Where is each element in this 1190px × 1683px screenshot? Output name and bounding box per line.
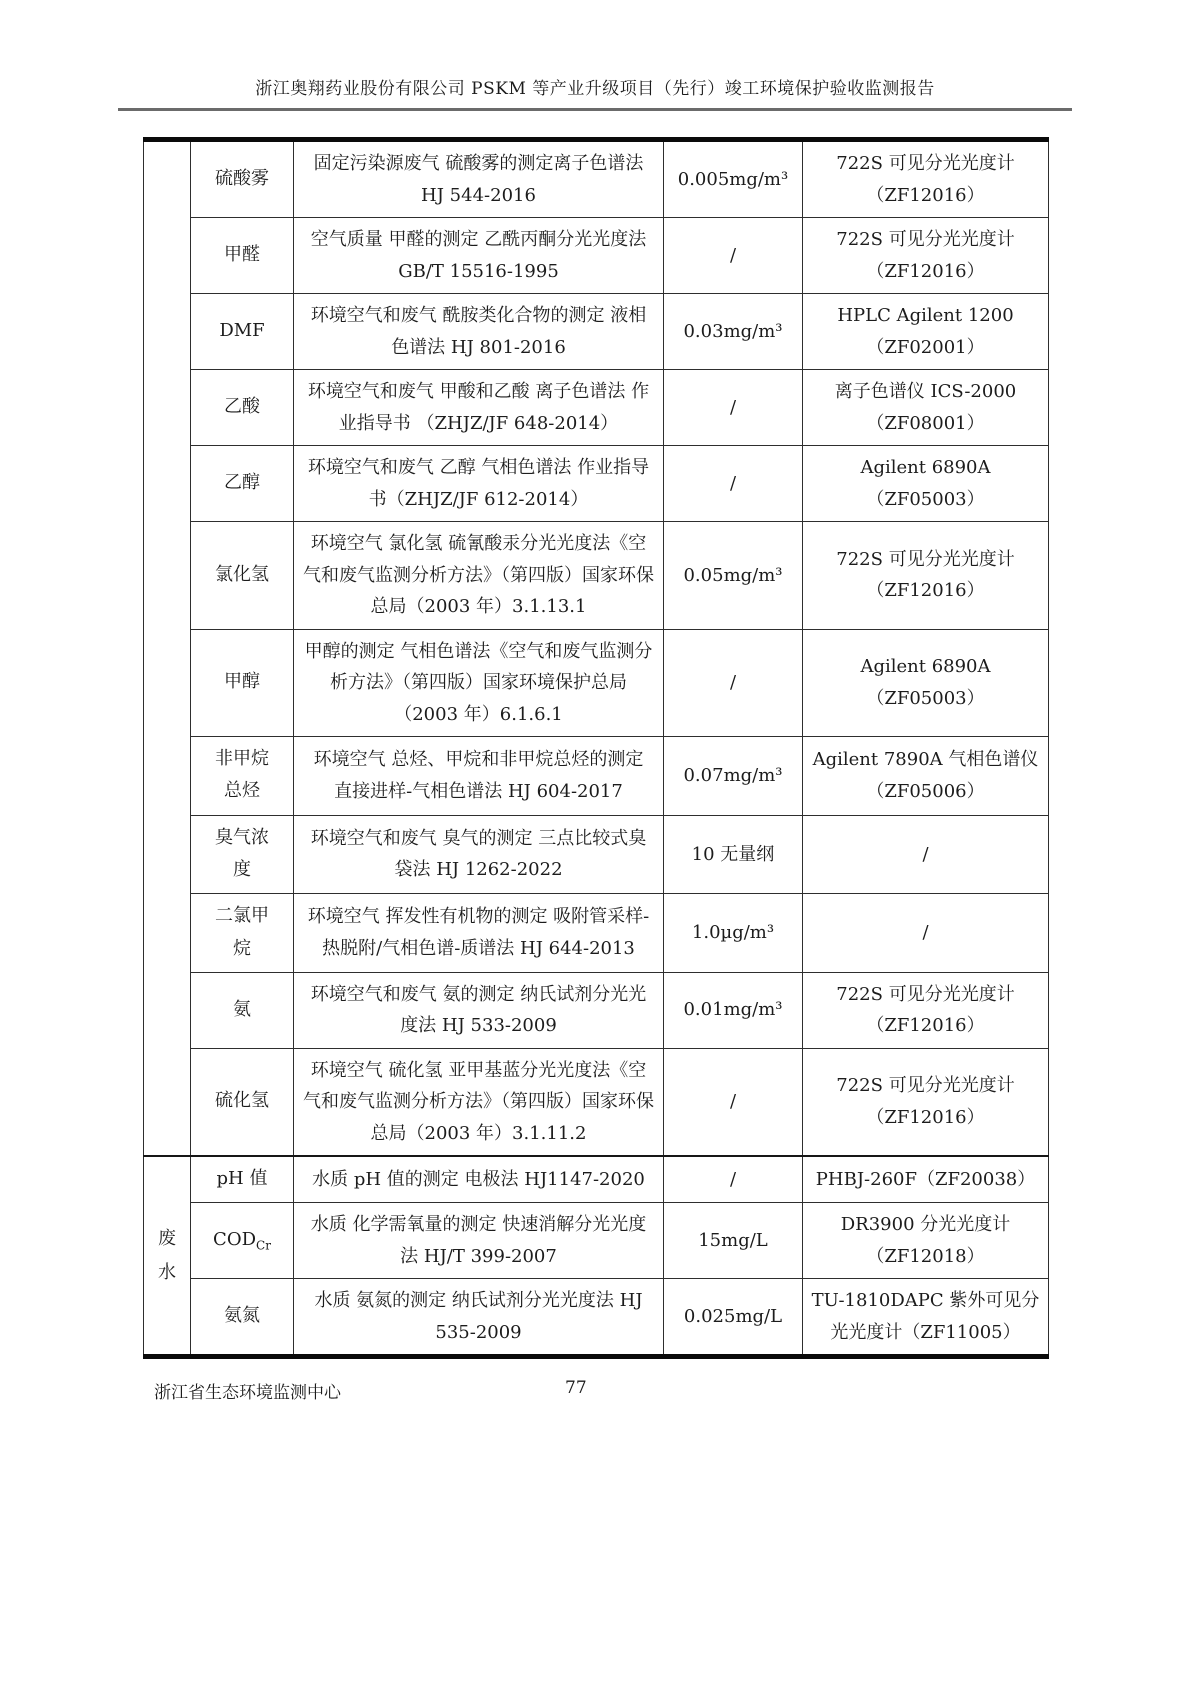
method-cell: 固定污染源废气 硫酸雾的测定离子色谱法 HJ 544-2016 [294,140,664,218]
instrument-cell: 722S 可见分光光度计（ZF12016） [803,1048,1049,1156]
limit-cell: / [664,1156,803,1203]
method-cell: 环境空气 挥发性有机物的测定 吸附管采样-热脱附/气相色谱-质谱法 HJ 644-2013 [294,894,664,973]
instrument-cell: 722S 可见分光光度计（ZF12016） [803,218,1049,294]
limit-cell: / [664,629,803,737]
pollutant-cell: 氯化氢 [191,522,294,630]
monitoring-methods-table [143,137,1049,1359]
limit-cell: 10 无量纲 [664,815,803,894]
method-cell: 水质 化学需氧量的测定 快速消解分光光度法 HJ/T 399-2007 [294,1203,664,1279]
report-header-title: 浙江奥翔药业股份有限公司 PSKM 等产业升级项目（先行）竣工环境保护验收监测报告 [118,74,1072,111]
method-cell: 环境空气和废气 氨的测定 纳氏试剂分光光度法 HJ 533-2009 [294,972,664,1048]
method-cell: 环境空气和废气 臭气的测定 三点比较式臭袋法 HJ 1262-2022 [294,815,664,894]
method-cell: 环境空气 氯化氢 硫氰酸汞分光光度法《空气和废气监测分析方法》（第四版）国家环保总局（2003 年）3.1.13.1 [294,522,664,630]
table-row [144,370,1049,446]
pollutant-cell: 乙酸 [191,370,294,446]
limit-cell: 0.03mg/m³ [664,294,803,370]
table-row [144,972,1049,1048]
table-row [144,1279,1049,1357]
table-row [144,522,1049,630]
instrument-cell: Agilent 6890A（ZF05003） [803,629,1049,737]
table-row [144,294,1049,370]
limit-cell: 0.025mg/L [664,1279,803,1357]
table-row [144,1156,1049,1203]
instrument-cell: HPLC Agilent 1200（ZF02001） [803,294,1049,370]
category-cell-gas [144,140,191,1157]
pollutant-cell: 甲醇 [191,629,294,737]
method-cell: 水质 氨氮的测定 纳氏试剂分光光度法 HJ 535-2009 [294,1279,664,1357]
limit-cell: / [664,370,803,446]
instrument-cell: PHBJ-260F（ZF20038） [803,1156,1049,1203]
instrument-cell: 离子色谱仪 ICS-2000（ZF08001） [803,370,1049,446]
instrument-cell: 722S 可见分光光度计（ZF12016） [803,522,1049,630]
page-footer [0,1378,1190,1408]
instrument-cell: Agilent 7890A 气相色谱仪（ZF05006） [803,737,1049,816]
pollutant-cell: DMF [191,294,294,370]
limit-cell: 15mg/L [664,1203,803,1279]
table-row [144,1048,1049,1156]
pollutant-cell: 硫酸雾 [191,140,294,218]
limit-cell: 1.0µg/m³ [664,894,803,973]
instrument-cell: Agilent 6890A（ZF05003） [803,446,1049,522]
instrument-cell: DR3900 分光光度计（ZF12018） [803,1203,1049,1279]
method-cell: 环境空气 总烃、甲烷和非甲烷总烃的测定 直接进样-气相色谱法 HJ 604-2017 [294,737,664,816]
table-row [144,218,1049,294]
instrument-cell: / [803,894,1049,973]
pollutant-cell: 氨 [191,972,294,1048]
category-cell-wastewater [144,1156,191,1357]
method-cell: 水质 pH 值的测定 电极法 HJ1147-2020 [294,1156,664,1203]
pollutant-cell: 硫化氢 [191,1048,294,1156]
method-cell: 环境空气和废气 酰胺类化合物的测定 液相色谱法 HJ 801-2016 [294,294,664,370]
table-row [144,1203,1049,1279]
pollutant-cell: pH 值 [191,1156,294,1203]
pollutant-cell: 非甲烷总烃 [191,737,294,816]
method-cell: 空气质量 甲醛的测定 乙酰丙酮分光光度法 GB/T 15516-1995 [294,218,664,294]
pollutant-cell: 臭气浓度 [191,815,294,894]
table-row [144,815,1049,894]
limit-cell: / [664,446,803,522]
category-label: 废水 [158,1227,176,1283]
method-cell: 甲醇的测定 气相色谱法《空气和废气监测分析方法》（第四版）国家环境保护总局（2003 年）6.1.6.1 [294,629,664,737]
instrument-cell: TU-1810DAPC 紫外可见分光光度计（ZF11005） [803,1279,1049,1357]
limit-cell: 0.01mg/m³ [664,972,803,1048]
table-row [144,894,1049,973]
footer-organization: 浙江省生态环境监测中心 [154,1383,341,1404]
limit-cell: 0.05mg/m³ [664,522,803,630]
method-cell: 环境空气和废气 乙醇 气相色谱法 作业指导书（ZHJZ/JF 612-2014） [294,446,664,522]
limit-cell: / [664,218,803,294]
pollutant-cell: 乙醇 [191,446,294,522]
table-row [144,629,1049,737]
pollutant-cell: 甲醛 [191,218,294,294]
table-row [144,140,1049,218]
limit-cell: / [664,1048,803,1156]
pollutant-cell: $COD_{Cr}$ [191,1203,294,1279]
page-number: 77 [565,1378,587,1399]
table-row [144,446,1049,522]
method-cell: 环境空气 硫化氢 亚甲基蓝分光光度法《空气和废气监测分析方法》（第四版）国家环保总局（2003 年）3.1.11.2 [294,1048,664,1156]
method-cell: 环境空气和废气 甲酸和乙酸 离子色谱法 作业指导书 （ZHJZ/JF 648-2014） [294,370,664,446]
limit-cell: 0.07mg/m³ [664,737,803,816]
pollutant-cell: 二氯甲烷 [191,894,294,973]
table-row [144,737,1049,816]
limit-cell: 0.005mg/m³ [664,140,803,218]
instrument-cell: 722S 可见分光光度计（ZF12016） [803,972,1049,1048]
instrument-cell: 722S 可见分光光度计（ZF12016） [803,140,1049,218]
pollutant-cell: 氨氮 [191,1279,294,1357]
instrument-cell: / [803,815,1049,894]
